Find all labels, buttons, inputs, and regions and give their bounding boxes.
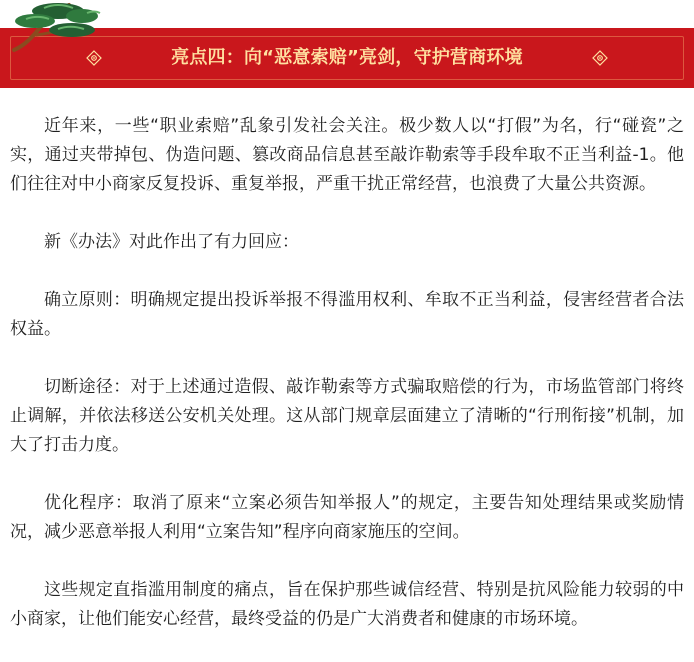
diamond-flower-icon (592, 50, 608, 66)
article-body (10, 112, 684, 634)
paragraph-spacer (10, 547, 684, 576)
paragraph-spacer (10, 344, 684, 373)
paragraph: 这些规定直指滥用制度的痛点，旨在保护那些诚信经营、特别是抗风险能力较弱的中小商家，让他们能安心经营，最终受益的仍是广大消费者和健康的市场环境。 (10, 580, 684, 629)
paragraph: 切断途径：对于上述通过造假、敲诈勒索等方式骗取赔偿的行为，市场监管部门将终止调解，并依法移送公安机关处理。这从部门规章层面建立了清晰的“行刑衔接”机制，加大了打击力度。 (10, 377, 684, 455)
paragraph: 确立原则：明确规定提出投诉举报不得滥用权利、牟取不正当利益，侵害经营者合法权益。 (10, 290, 684, 339)
paragraph-spacer (10, 257, 684, 286)
paragraph: 近年来，一些“职业索赔”乱象引发社会关注。极少数人以“打假”为名，行“碰瓷”之实，通过夹带掉包、伪造问题、篡改商品信息甚至敲诈勒索等手段牟取不正当利益-1。他们往往对中小商家反复投诉、重复举报，严重干扰正常经营，也浪费了大量公共资源。 (10, 116, 684, 194)
paragraph: 新《办法》对此作出了有力回应： (44, 232, 299, 252)
paragraph: 优化程序：取消了原来“立案必须告知举报人”的规定，主要告知处理结果或奖励情况，减少恶意举报人利用“立案告知”程序向商家施压的空间。 (10, 493, 684, 542)
section-title: 亮点四：向“恶意索赔”亮剑，守护营商环境 (171, 47, 523, 68)
paragraph-spacer (10, 199, 684, 228)
paragraph-spacer (10, 460, 684, 489)
pine-tree-icon (0, 0, 106, 54)
